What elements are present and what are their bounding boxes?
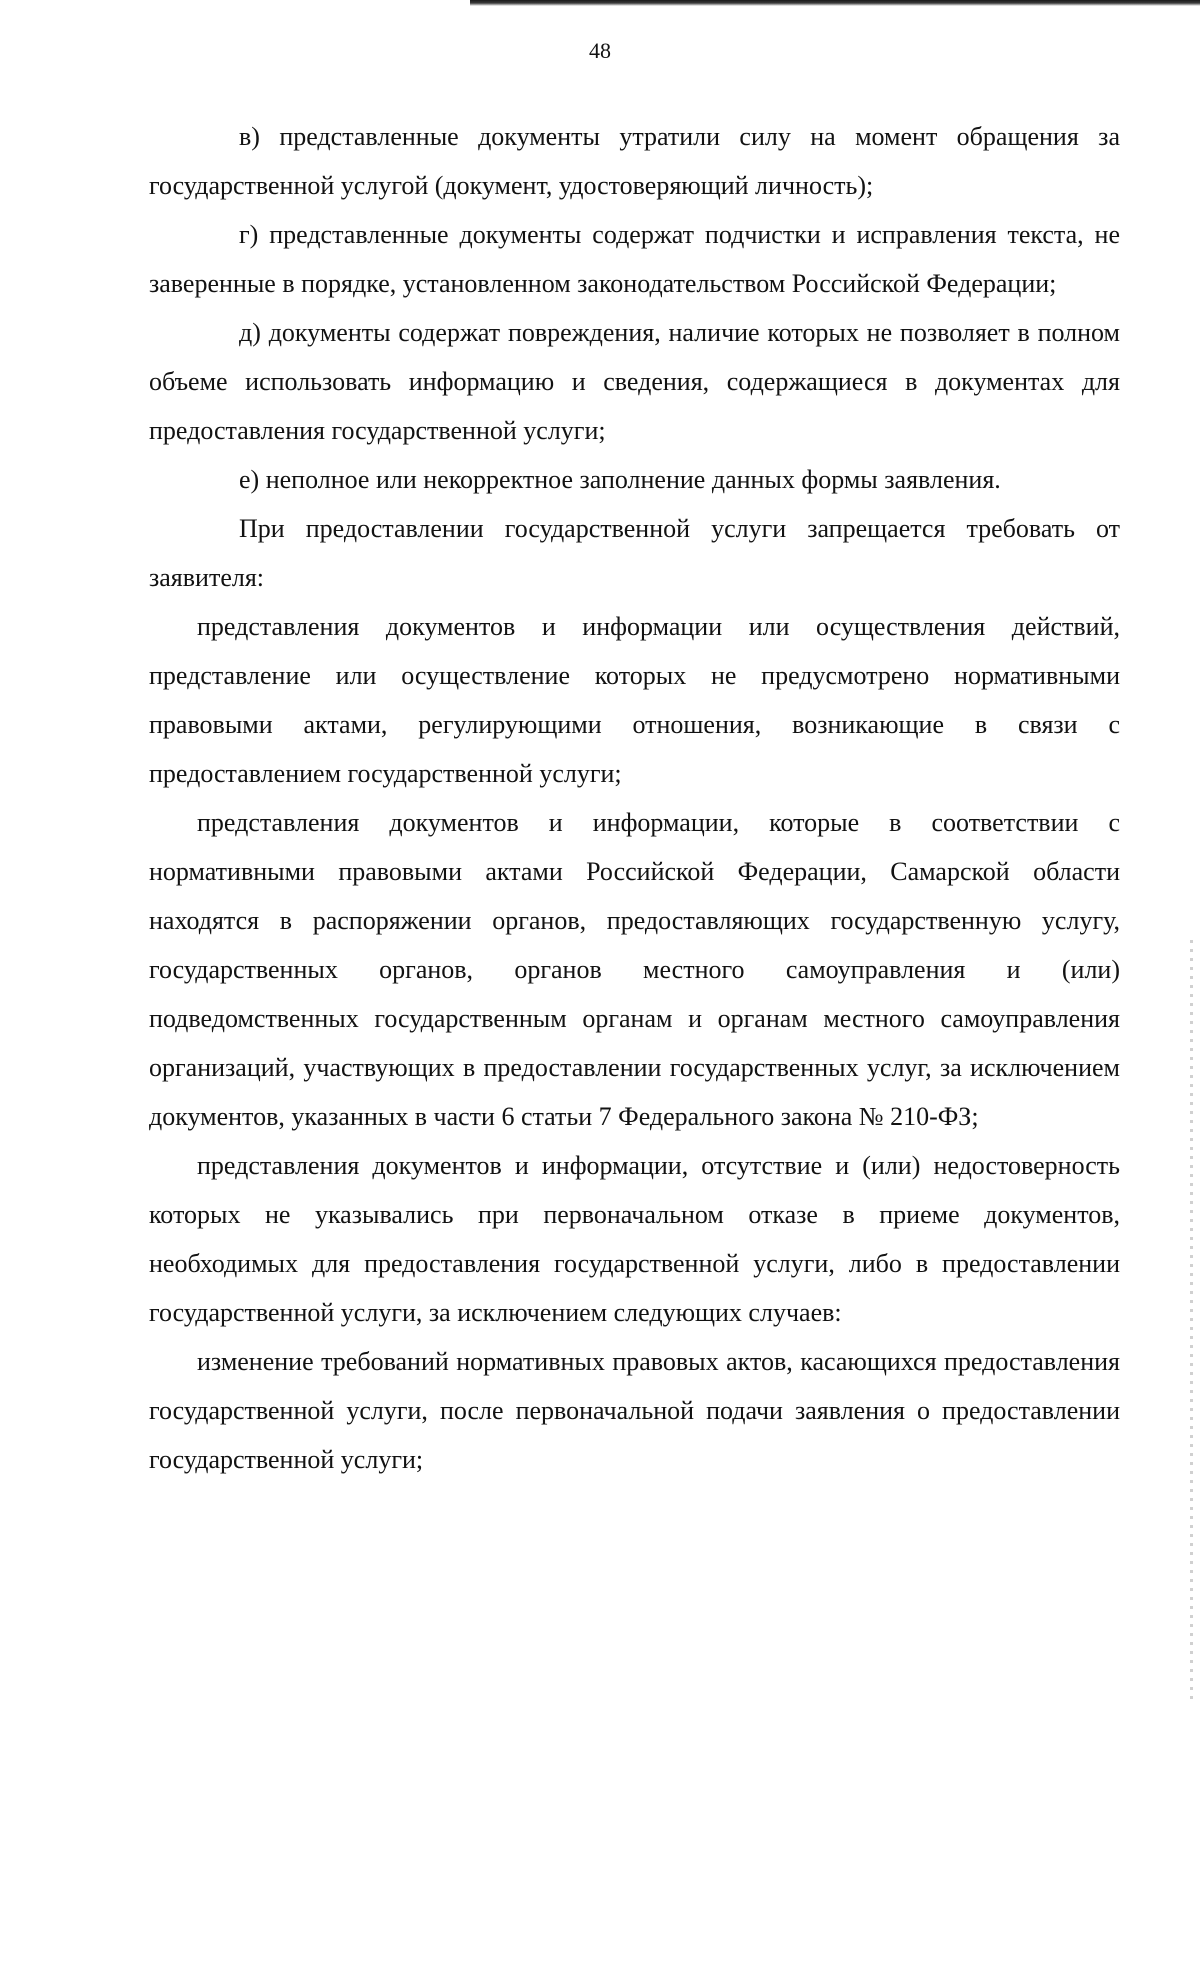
document-body	[149, 112, 1120, 1484]
paragraph-prohibition-2: представления документов и информации, которые в соответствии с нормативными правовыми актами Российской Федерации, Самарской области находятся в распоряжении органов, предоставляющих государственную услугу, государственных органов, органов местного самоуправления и (или) подведомственных государственным органам и органам местного самоуправления организаций, участвующих в предоставлении государственных услуг, за исключением документов, указанных в части 6 статьи 7 Федерального закона № 210-ФЗ;	[149, 808, 1120, 1131]
paragraph-e: е) неполное или некорректное заполнение данных формы заявления.	[239, 465, 1001, 494]
paragraph-prohibition-intro: При предоставлении государственной услуги запрещается требовать от заявителя:	[149, 514, 1120, 592]
paragraph-g: г) представленные документы содержат подчистки и исправления текста, не заверенные в порядке, установленном законодательством Российской Федерации;	[149, 220, 1120, 298]
paragraph-prohibition-1: представления документов и информации или осуществления действий, представление или осуществление которых не предусмотрено нормативными правовыми актами, регулирующими отношения, возникающие в связи с предоставлением государственной услуги;	[149, 612, 1120, 788]
scan-edge-top	[470, 0, 1200, 6]
scan-edge-right	[1190, 940, 1193, 1700]
paragraph-v: в) представленные документы утратили силу на момент обращения за государственной услугой (документ, удостоверяющий личность);	[149, 122, 1120, 200]
paragraph-exception-1: изменение требований нормативных правовых актов, касающихся предоставления государственной услуги, после первоначальной подачи заявления о предоставлении государственной услуги;	[149, 1347, 1120, 1474]
paragraph-prohibition-3: представления документов и информации, отсутствие и (или) недостоверность которых не указывались при первоначальном отказе в приеме документов, необходимых для предоставления государственной услуги, либо в предоставлении государственной услуги, за исключением следующих случаев:	[149, 1151, 1120, 1327]
paragraph-d: д) документы содержат повреждения, наличие которых не позволяет в полном объеме использовать информацию и сведения, содержащиеся в документах для предоставления государственной услуги;	[149, 318, 1120, 445]
page-number: 48	[589, 38, 611, 63]
